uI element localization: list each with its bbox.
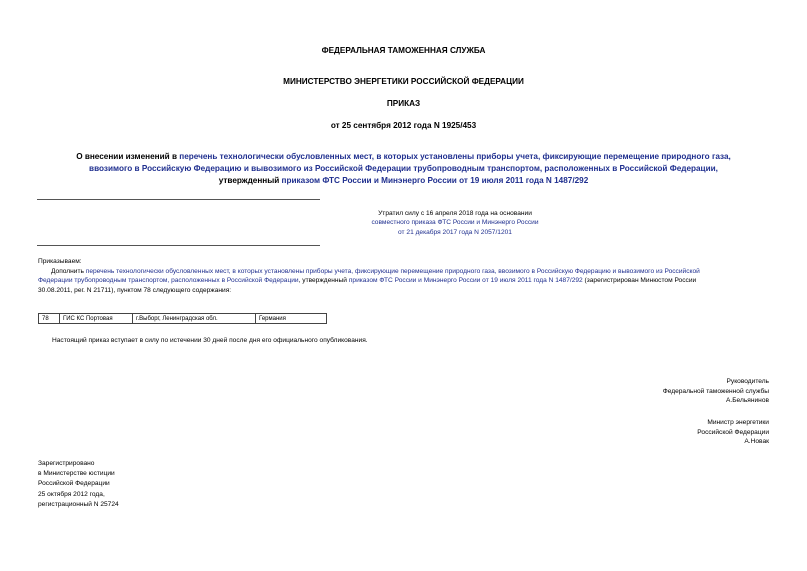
ministry-heading: МИНИСТЕРСТВО ЭНЕРГЕТИКИ РОССИЙСКОЙ ФЕДЕРАЦИИ <box>283 77 524 86</box>
signature-fts-title: Руководитель <box>726 378 769 385</box>
registration-line: регистрационный N 25724 <box>38 500 119 508</box>
effective-clause: Настоящий приказ вступает в силу по истечении 30 дней после дня его официального опубликования. <box>52 337 368 344</box>
title-link-list-cont[interactable]: ввозимого в Российскую Федерацию и вывозимого из Российской Федерации трубопроводным транспортом, расположенных в Российской Федерации, <box>89 164 718 173</box>
title-link-order[interactable]: приказом ФТС России и Минэнерго России от 19 июля 2011 года N 1487/292 <box>281 176 589 185</box>
divider-bottom <box>37 245 320 246</box>
title-link-list[interactable]: перечень технологически обусловленных мест, в которых установлены приборы учета, фиксирующие перемещение природного газа, <box>179 152 731 161</box>
cell-number: 78 <box>39 314 60 324</box>
signature-fts-agency: Федеральной таможенной службы <box>662 387 769 395</box>
registration-line: 25 октября 2012 года, <box>38 490 105 498</box>
signature-minenergo-name: А.Новак <box>744 438 769 446</box>
signature-fts <box>663 377 769 406</box>
status-line-1: Утратил силу с 16 апреля 2018 года на основании <box>378 210 532 217</box>
para-link-list-cont[interactable]: Федерации трубопроводным транспортом, расположенных в Российской Федерации <box>38 277 299 285</box>
title-prefix: О внесении изменений в <box>76 152 180 161</box>
para-prefix: Дополнить <box>51 268 86 275</box>
order-word: Приказываем: <box>38 258 82 265</box>
registration-line: Зарегистрировано <box>38 460 95 467</box>
para-suffix: (зарегистрирован Минюстом России <box>582 277 697 285</box>
order-paragraph <box>38 267 770 295</box>
divider-top <box>37 199 320 200</box>
status-link-order[interactable]: совместного приказа ФТС России и Минэнерго России <box>371 219 539 227</box>
date-number-heading: от 25 сентября 2012 года N 1925/453 <box>330 121 477 130</box>
status-note <box>250 209 660 237</box>
doc-type-heading: ПРИКАЗ <box>386 99 421 108</box>
signature-fts-name: А.Бельянинов <box>726 397 769 405</box>
para-link-order[interactable]: приказом ФТС России и Минэнерго России от 19 июля 2011 года N 1487/292 <box>348 277 583 285</box>
registration-block <box>38 459 119 510</box>
cell-object: ГИС КС Портовая <box>60 314 133 324</box>
table-row <box>39 314 327 324</box>
registration-line: в Министерстве юстиции <box>38 470 115 478</box>
cell-country: Германия <box>256 314 327 324</box>
para-link-list[interactable]: перечень технологически обусловленных мест, в которых установлены приборы учета, фиксирующие перемещение природного газа, ввозимого в Российскую Федерацию и вывозимого из Российской <box>85 268 700 275</box>
agency-heading: ФЕДЕРАЛЬНАЯ ТАМОЖЕННАЯ СЛУЖБА <box>321 46 486 55</box>
status-link-date[interactable]: от 21 декабря 2017 года N 2057/1201 <box>398 228 512 236</box>
title-approved-prefix: утвержденный <box>218 176 282 185</box>
signature-minenergo <box>697 418 769 447</box>
para-mid: , утвержденный <box>298 277 349 285</box>
para-line-3: 30.08.2011, рег. N 21711), пунктом 78 следующего содержания: <box>38 286 232 294</box>
signature-minenergo-title: Министр энергетики <box>707 419 769 426</box>
cell-location: г.Выборг, Ленинградская обл. <box>133 314 256 324</box>
places-table <box>38 313 327 324</box>
registration-line: Российской Федерации <box>38 480 110 488</box>
document-title <box>0 151 807 187</box>
signature-minenergo-country: Российской Федерации <box>697 428 769 436</box>
